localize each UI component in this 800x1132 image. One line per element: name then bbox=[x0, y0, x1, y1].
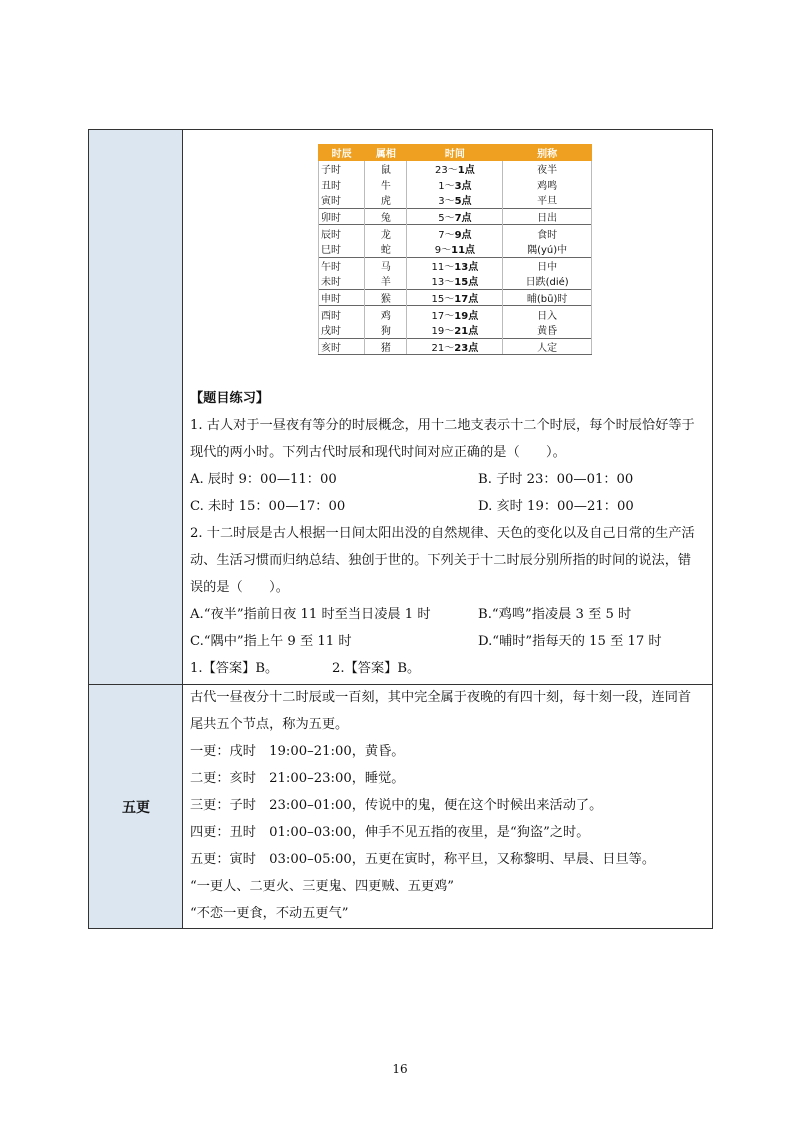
cell-animal: 鸡 bbox=[365, 306, 407, 322]
table-row bbox=[319, 161, 592, 177]
answer-1: 1.【答案】B。 bbox=[190, 661, 279, 676]
cell-shichen: 辰时 bbox=[319, 225, 365, 241]
q1-line1: 1. 古人对于一昼夜有等分的时辰概念，用十二地支表示十二个时辰，每个时辰恰好等于 bbox=[190, 418, 695, 433]
cell-shichen: 午时 bbox=[319, 257, 365, 273]
cell-time bbox=[407, 161, 503, 177]
time-end: 21点 bbox=[454, 326, 479, 338]
time-end: 13点 bbox=[454, 261, 479, 273]
time-start: 15～ bbox=[431, 294, 455, 306]
table-row bbox=[319, 338, 592, 355]
cell-shichen: 卯时 bbox=[319, 208, 365, 225]
cell-animal: 鼠 bbox=[365, 161, 407, 177]
table-row bbox=[319, 192, 592, 208]
cell-shichen: 亥时 bbox=[319, 338, 365, 355]
cell-alias: 黄昏 bbox=[503, 322, 592, 338]
cell-time bbox=[407, 241, 503, 257]
time-end: 3点 bbox=[454, 180, 472, 192]
cell-animal: 猪 bbox=[365, 338, 407, 355]
cell-time bbox=[407, 177, 503, 193]
wugeng-line-4: 四更：丑时 01:00–03:00，伸手不见五指的夜里，是“狗盗”之时。 bbox=[190, 825, 590, 840]
cell-shichen: 申时 bbox=[319, 289, 365, 306]
cell-animal: 牛 bbox=[365, 177, 407, 193]
q2-line1: 2. 十二时辰是古人根据一日间太阳出没的自然规律、天色的变化以及自己日常的生产活 bbox=[190, 526, 695, 541]
time-end: 23点 bbox=[454, 342, 479, 354]
saying-2: “不恋一更食，不动五更气” bbox=[190, 906, 349, 921]
time-end: 15点 bbox=[454, 277, 479, 289]
q2-line2: 动、生活习惯而归纳总结、独创于世的。下列关于十二时辰分别所指的时间的说法，错 bbox=[190, 553, 692, 568]
cell-animal: 兔 bbox=[365, 208, 407, 225]
time-end: 5点 bbox=[454, 196, 472, 208]
header-animal: 属相 bbox=[365, 145, 407, 161]
cell-animal: 龙 bbox=[365, 225, 407, 241]
time-end: 9点 bbox=[454, 229, 472, 241]
cell-animal: 虎 bbox=[365, 192, 407, 208]
header-shichen: 时辰 bbox=[319, 145, 365, 161]
cell-shichen: 巳时 bbox=[319, 241, 365, 257]
q2-option-c: C.“隅中”指上午 9 至 11 时 bbox=[190, 634, 352, 649]
cell-time bbox=[407, 225, 503, 241]
table-row bbox=[319, 257, 592, 273]
time-start: 23～ bbox=[435, 165, 458, 177]
time-end: 7点 bbox=[454, 213, 472, 225]
table-row bbox=[319, 225, 592, 241]
cell-animal: 羊 bbox=[365, 273, 407, 289]
cell-shichen: 未时 bbox=[319, 273, 365, 289]
table-row bbox=[319, 177, 592, 193]
cell-time bbox=[407, 338, 503, 355]
wugeng-intro-1: 古代一昼夜分十二时辰或一百刻，其中完全属于夜晚的有四十刻，每十刻一段，连同首 bbox=[190, 690, 692, 705]
cell-time bbox=[407, 289, 503, 306]
time-start: 1～ bbox=[438, 180, 455, 192]
wugeng-intro-2: 尾共五个节点，称为五更。 bbox=[190, 717, 349, 732]
q2-option-b: B.“鸡鸣”指凌晨 3 至 5 时 bbox=[478, 607, 632, 622]
time-start: 19～ bbox=[431, 326, 455, 338]
time-start: 17～ bbox=[431, 310, 455, 322]
q2-option-a: A.“夜半”指前日夜 11 时至当日凌晨 1 时 bbox=[190, 607, 431, 622]
time-start: 11～ bbox=[431, 261, 455, 273]
wugeng-line-2: 二更：亥时 21:00–23:00，睡觉。 bbox=[190, 771, 405, 786]
cell-time bbox=[407, 208, 503, 225]
cell-alias: 日中 bbox=[503, 257, 592, 273]
time-end: 1点 bbox=[457, 165, 475, 177]
time-end: 19点 bbox=[454, 310, 479, 322]
table-row bbox=[319, 241, 592, 257]
time-start: 9～ bbox=[434, 245, 452, 257]
wugeng-line-1: 一更：戌时 19:00–21:00，黄昏。 bbox=[190, 744, 405, 759]
cell-alias: 鸡鸣 bbox=[503, 177, 592, 193]
cell-alias: 夜半 bbox=[503, 161, 592, 177]
q1-option-c: C. 未时 15：00—17：00 bbox=[190, 499, 346, 514]
cell-time bbox=[407, 273, 503, 289]
cell-alias: 食时 bbox=[503, 225, 592, 241]
table-header-row bbox=[319, 145, 592, 161]
cell-alias: 日入 bbox=[503, 306, 592, 322]
q1-option-b: B. 子时 23：00—01：00 bbox=[478, 472, 634, 487]
q2-option-d: D.“晡时”指每天的 15 至 17 时 bbox=[478, 634, 662, 649]
cell-alias: 日跌(dié) bbox=[503, 273, 592, 289]
exercise-heading: 【题目练习】 bbox=[190, 391, 270, 406]
q1-option-a: A. 辰时 9：00—11：00 bbox=[190, 472, 337, 487]
q1-option-d: D. 亥时 19：00—21：00 bbox=[478, 499, 634, 514]
shichen-table bbox=[318, 144, 592, 355]
cell-alias: 日出 bbox=[503, 208, 592, 225]
content-table bbox=[88, 129, 713, 929]
time-start: 21～ bbox=[431, 342, 455, 354]
table-row bbox=[319, 208, 592, 225]
wugeng-line-3: 三更：子时 23:00–01:00，传说中的鬼，便在这个时候出来活动了。 bbox=[190, 798, 603, 813]
cell-time bbox=[407, 192, 503, 208]
header-time: 时间 bbox=[407, 145, 503, 161]
wugeng-line-5: 五更：寅时 03:00–05:00，五更在寅时，称平旦，又称黎明、早晨、日旦等。 bbox=[190, 852, 656, 867]
cell-animal: 蛇 bbox=[365, 241, 407, 257]
saying-1: “一更人、二更火、三更鬼、四更贼、五更鸡” bbox=[190, 879, 455, 894]
cell-shichen: 丑时 bbox=[319, 177, 365, 193]
time-start: 13～ bbox=[431, 277, 455, 289]
q1-line2: 现代的两小时。下列古代时辰和现代时间对应正确的是（ ）。 bbox=[190, 445, 566, 460]
table-row bbox=[319, 289, 592, 306]
cell-time bbox=[407, 257, 503, 273]
q2-line3: 误的是（ ）。 bbox=[190, 580, 289, 595]
time-start: 5～ bbox=[438, 213, 455, 225]
cell-shichen: 酉时 bbox=[319, 306, 365, 322]
cell-shichen: 子时 bbox=[319, 161, 365, 177]
cell-shichen: 戌时 bbox=[319, 322, 365, 338]
time-end: 11点 bbox=[451, 245, 476, 257]
table-row bbox=[319, 322, 592, 338]
cell-alias: 人定 bbox=[503, 338, 592, 355]
table-row bbox=[319, 306, 592, 322]
cell-time bbox=[407, 322, 503, 338]
header-alias: 别称 bbox=[503, 145, 592, 161]
cell-animal: 猴 bbox=[365, 289, 407, 306]
cell-alias: 平旦 bbox=[503, 192, 592, 208]
cell-animal: 狗 bbox=[365, 322, 407, 338]
table-row bbox=[319, 273, 592, 289]
time-start: 7～ bbox=[438, 229, 455, 241]
cell-alias: 隅(yú)中 bbox=[503, 241, 592, 257]
time-end: 17点 bbox=[454, 294, 479, 306]
page-number: 16 bbox=[392, 1062, 408, 1076]
time-start: 3～ bbox=[438, 196, 455, 208]
answer-2: 2.【答案】B。 bbox=[332, 661, 421, 676]
cell-alias: 晡(bū)时 bbox=[503, 289, 592, 306]
cell-shichen: 寅时 bbox=[319, 192, 365, 208]
wugeng-label: 五更 bbox=[122, 799, 150, 816]
cell-animal: 马 bbox=[365, 257, 407, 273]
cell-time bbox=[407, 306, 503, 322]
